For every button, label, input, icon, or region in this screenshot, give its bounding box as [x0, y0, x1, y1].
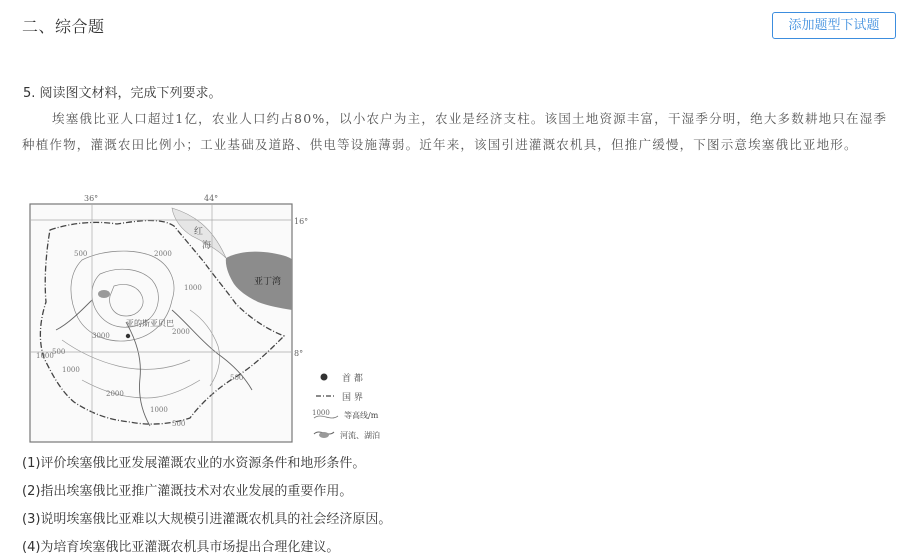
question-stem: 5. 阅读图文材料，完成下列要求。	[23, 86, 222, 101]
legend-contour-label: 等高线/m	[344, 411, 379, 420]
contour-label: 500	[74, 250, 88, 258]
add-question-type-button[interactable]: 添加题型下试题	[772, 12, 896, 39]
legend-lake-symbol	[319, 432, 329, 438]
contour-label: 1000	[62, 366, 80, 374]
contour-label: 500	[172, 420, 186, 428]
sub-question-3: (3)说明埃塞俄比亚难以大规模引进灌溉农机具的社会经济原因。	[22, 512, 392, 527]
sub-question-4: (4)为培育埃塞俄比亚灌溉农机具市场提出合理化建议。	[22, 540, 340, 555]
legend-contour-value: 1000	[312, 409, 330, 417]
lat-label: 8°	[294, 349, 304, 358]
red-sea-label: 海	[202, 241, 212, 251]
contour-label: 500	[230, 374, 244, 382]
contour-label: 500	[52, 348, 66, 356]
map-legend	[312, 372, 380, 440]
contour-label: 3000	[92, 332, 110, 340]
sub-question-1: (1)评价埃塞俄比亚发展灌溉农业的水资源条件和地形条件。	[22, 456, 366, 471]
capital-marker	[126, 334, 130, 338]
legend-capital-symbol	[321, 374, 327, 380]
gulf-of-aden-label: 亚丁湾	[254, 277, 282, 287]
contour-label: 2000	[172, 328, 190, 336]
contour-label: 1000	[36, 352, 54, 360]
legend-border-label: 国 界	[342, 393, 363, 403]
contour-label: 1000	[184, 284, 202, 292]
legend-river-label: 河流、湖泊	[340, 431, 380, 440]
section-title: 二、综合题	[22, 17, 105, 36]
ethiopia-terrain-map	[22, 190, 414, 445]
contour-label: 2000	[106, 390, 124, 398]
capital-label: 亚的斯亚贝巴	[126, 319, 174, 328]
red-sea-label: 红	[194, 227, 204, 237]
lon-label: 36°	[84, 194, 99, 203]
lake-shape	[98, 290, 110, 298]
contour-label: 1000	[150, 406, 168, 414]
legend-capital-label: 首 都	[342, 374, 363, 384]
contour-label: 2000	[154, 250, 172, 258]
lat-label: 16°	[294, 217, 309, 226]
lon-label: 44°	[204, 194, 219, 203]
sub-question-2: (2)指出埃塞俄比亚推广灌溉技术对农业发展的重要作用。	[22, 484, 353, 499]
question-passage: 埃塞俄比亚人口超过1亿，农业人口约占80%，以小农户为主，农业是经济支柱。该国土地资源丰富，干湿季分明，绝大多数耕地只在湿季种植作物，灌溉农田比例小；工业基础及道路、供电等设施薄弱。近年来，该国引进灌溉农机具，但推广缓慢，下图示意埃塞俄比亚地形。	[22, 111, 888, 152]
